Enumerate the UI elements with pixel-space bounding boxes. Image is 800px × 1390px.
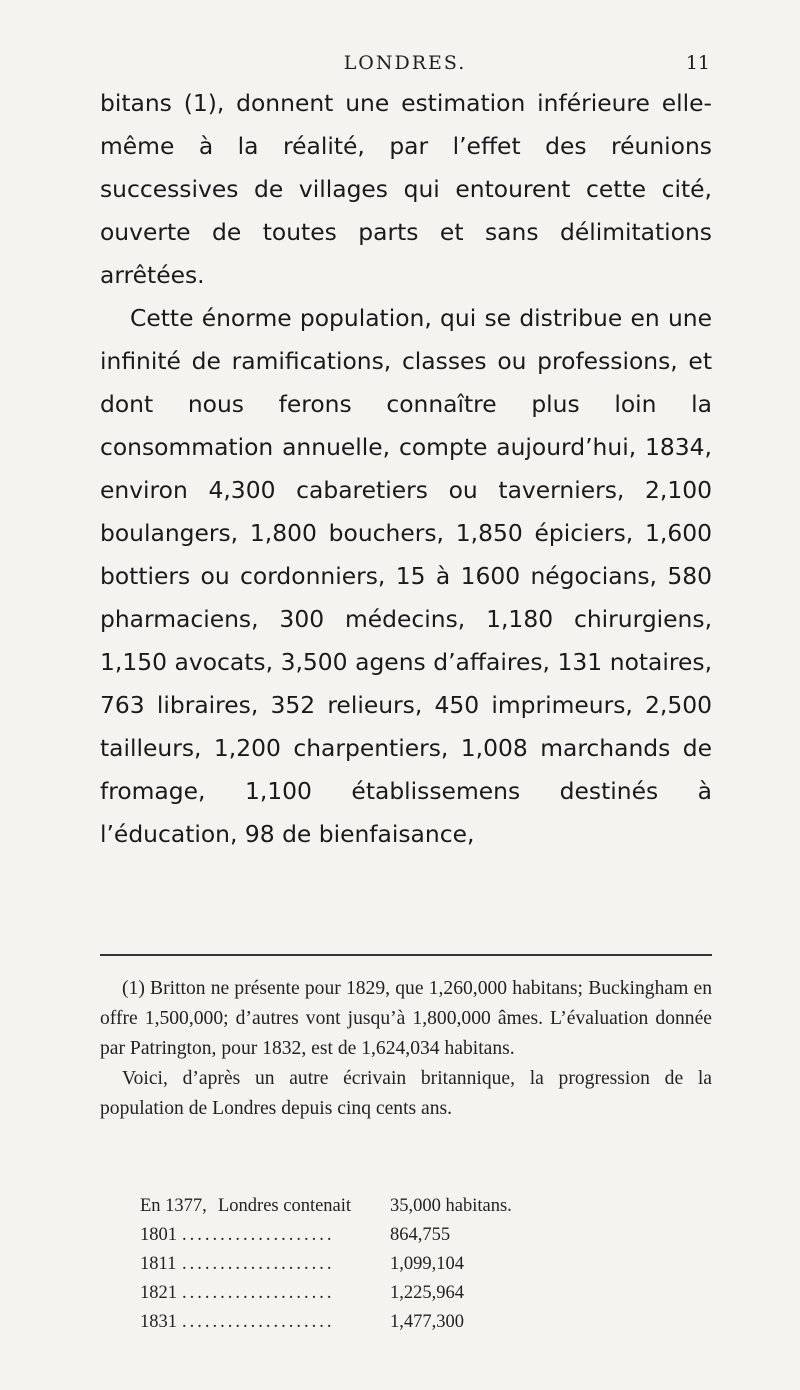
census-label: Londres contenait	[218, 1196, 352, 1216]
leader-dots: ....................	[182, 1312, 335, 1332]
leader-dots: ....................	[182, 1254, 335, 1274]
census-table	[100, 1192, 712, 1337]
page-number: 11	[685, 52, 710, 74]
leader-dots: ....................	[182, 1283, 335, 1303]
census-value: 864,755	[390, 1225, 451, 1245]
footnote-rule	[100, 954, 712, 956]
census-year: En 1377,	[140, 1196, 207, 1216]
census-year: 1811	[140, 1254, 177, 1274]
census-row	[100, 1308, 712, 1337]
paragraph-continuation: bitans (1), donnent une estimation inférieure elle-même à la réalité, par l’effet des réunions successives de villages qui entourent cette cité, ouverte de toutes parts et sans délimitations arrêtées.	[100, 89, 712, 289]
census-row	[100, 1221, 712, 1250]
footnote-1: (1) Britton ne présente pour 1829, que 1,260,000 habitans; Buckingham en offre 1,500,000; d’autres vont jusqu’à 1,800,000 âmes. L’évaluation donnée par Patrington, pour 1832, est de 1,624,034 habitans.	[100, 978, 712, 1059]
footnote-progression: Voici, d’après un autre écrivain britannique, la progression de la population de Londres depuis cinq cents ans.	[100, 1068, 712, 1119]
body-text	[100, 82, 712, 856]
census-row	[100, 1279, 712, 1308]
census-year: 1831	[140, 1312, 177, 1332]
census-row	[100, 1250, 712, 1279]
footnotes	[100, 974, 712, 1124]
running-title: LONDRES.	[343, 52, 467, 74]
census-year: 1821	[140, 1283, 177, 1303]
census-year: 1801	[140, 1225, 177, 1245]
paragraph-population: Cette énorme population, qui se distribue en une infinité de ramifications, classes ou professions, et dont nous ferons connaître plus loin la consommation annuelle, compte aujourd’hui, 1834, environ 4,300 cabaretiers ou taverniers, 2,100 boulangers, 1,800 bouchers, 1,850 épiciers, 1,600 bottiers ou cordonniers, 15 à 1600 négocians, 580 pharmaciens, 300 médecins, 1,180 chirurgiens, 1,150 avocats, 3,500 agens d’affaires, 131 notaires, 763 libraires, 352 relieurs, 450 imprimeurs, 2,500 tailleurs, 1,200 charpentiers, 1,008 marchands de fromage, 1,100 établissemens destinés à l’éducation, 98 de bienfaisance,	[100, 304, 712, 848]
leader-dots: ....................	[182, 1225, 335, 1245]
census-value: 1,225,964	[390, 1283, 464, 1303]
running-head	[100, 52, 710, 82]
census-row-intro	[100, 1192, 712, 1221]
census-value: 1,099,104	[390, 1254, 464, 1274]
census-value: 1,477,300	[390, 1312, 464, 1332]
census-value: 35,000 habitans.	[390, 1196, 512, 1216]
